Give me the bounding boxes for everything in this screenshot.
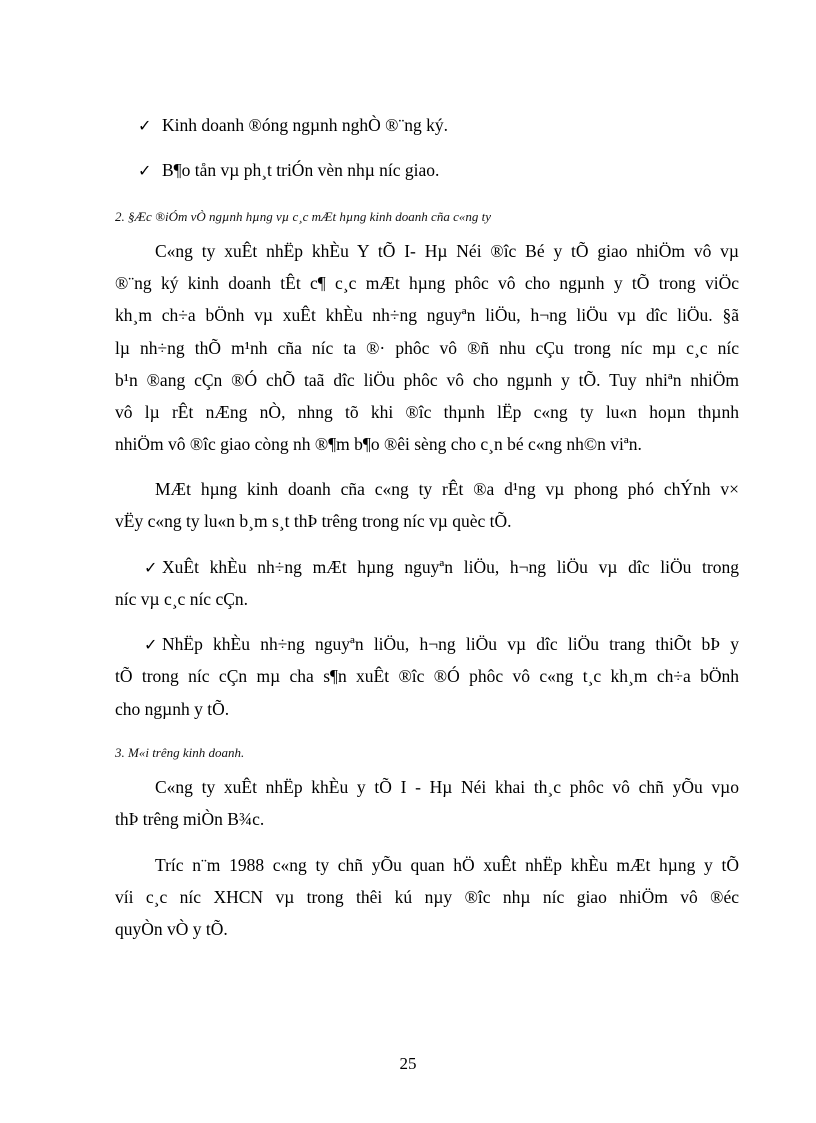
section-heading: 2. §Æc ®iÓm vÒ ngµnh hµng vµ c¸c mÆt hµng kinh doanh cña c«ng ty [115,209,491,224]
paragraph-line: nhiÖm vô ®îc giao còng nh ®¶m b¶o ®êi sèng cho c¸n bé c«ng nh©n viªn. [115,434,642,454]
paragraph-line: thÞ trêng miÒn B¾c. [115,809,265,829]
checkmark-icon: ✓ [144,558,158,577]
bullet-line: ✓ B¶o tån vµ ph¸t triÓn vèn nhµ níc giao. [138,160,440,180]
page-number: 25 [399,1054,417,1073]
bullet-continuation: tÕ trong níc cÇn mµ cha s¶n xuÊt ®îc ®Ó phôc vô c«ng t¸c kh¸m ch÷a bÖnh [115,666,739,686]
paragraph-line: ®¨ng ký kinh doanh tÊt c¶ c¸c mÆt hµng phôc vô cho ngµnh y tÕ trong viÖc [115,273,739,293]
checkmark-icon: ✓ [138,161,152,180]
paragraph-line: MÆt hµng kinh doanh cña c«ng ty rÊt ®a d¹ng vµ phong phó chÝnh v× [155,479,739,499]
paragraph-line: víi c¸c níc XHCN vµ trong thêi kú nµy ®îc nhµ níc giao nhiÖm vô ®éc [115,887,739,907]
section-heading: 3. M«i trêng kinh doanh. [115,745,245,760]
paragraph-line: vËy c«ng ty lu«n b¸m s¸t thÞ trêng trong níc vµ quèc tÕ. [115,511,512,531]
paragraph-line: C«ng ty xuÊt nhËp khÈu y tÕ I - Hµ Néi khai th¸c phôc vô chñ yÕu vµo [155,777,739,797]
paragraph-line: lµ nh÷ng thÕ m¹nh cña níc ta ®· phôc vô ®ñ nhu cÇu trong níc mµ c¸c níc [115,338,739,358]
bullet-continuation: cho ngµnh y tÕ. [115,699,230,719]
paragraph-line: Tríc n¨m 1988 c«ng ty chñ yÕu quan hÖ xuÊt nhËp khÈu mÆt hµng y tÕ [155,855,739,875]
bullet-line: ✓ XuÊt khÈu nh÷ng mÆt hµng nguyªn liÖu, h¬ng liÖu vµ dîc liÖu trong [144,557,739,577]
bullet-line: ✓ NhËp khÈu nh÷ng nguyªn liÖu, h¬ng liÖu vµ dîc liÖu trang thiÕt bÞ y [144,634,739,654]
bullet-continuation: níc vµ c¸c níc cÇn. [115,589,249,609]
paragraph-line: C«ng ty xuÊt nhËp khÈu Y tÕ I- Hµ Néi ®îc Bé y tÕ giao nhiÖm vô vµ [155,241,739,261]
paragraph-line: quyÒn vÒ y tÕ. [115,919,228,939]
paragraph-line: kh¸m ch÷a bÖnh vµ xuÊt khÈu nh÷ng nguyªn liÖu, h¬ng liÖu vµ dîc liÖu. §ã [115,305,739,325]
checkmark-icon: ✓ [144,635,158,654]
paragraph-line: vô lµ rÊt nÆng nÒ, nhng tõ khi ®îc thµnh lËp c«ng ty lu«n hoµn thµnh [115,402,739,422]
bullet-line: ✓ Kinh doanh ®óng ngµnh nghÒ ®¨ng ký. [138,115,449,135]
checkmark-icon: ✓ [138,116,152,135]
paragraph-line: b¹n ®ang cÇn ®Ó chÕ taã dîc liÖu phôc vô cho ngµnh y tÕ. Tuy nhiªn nhiÖm [115,370,739,390]
